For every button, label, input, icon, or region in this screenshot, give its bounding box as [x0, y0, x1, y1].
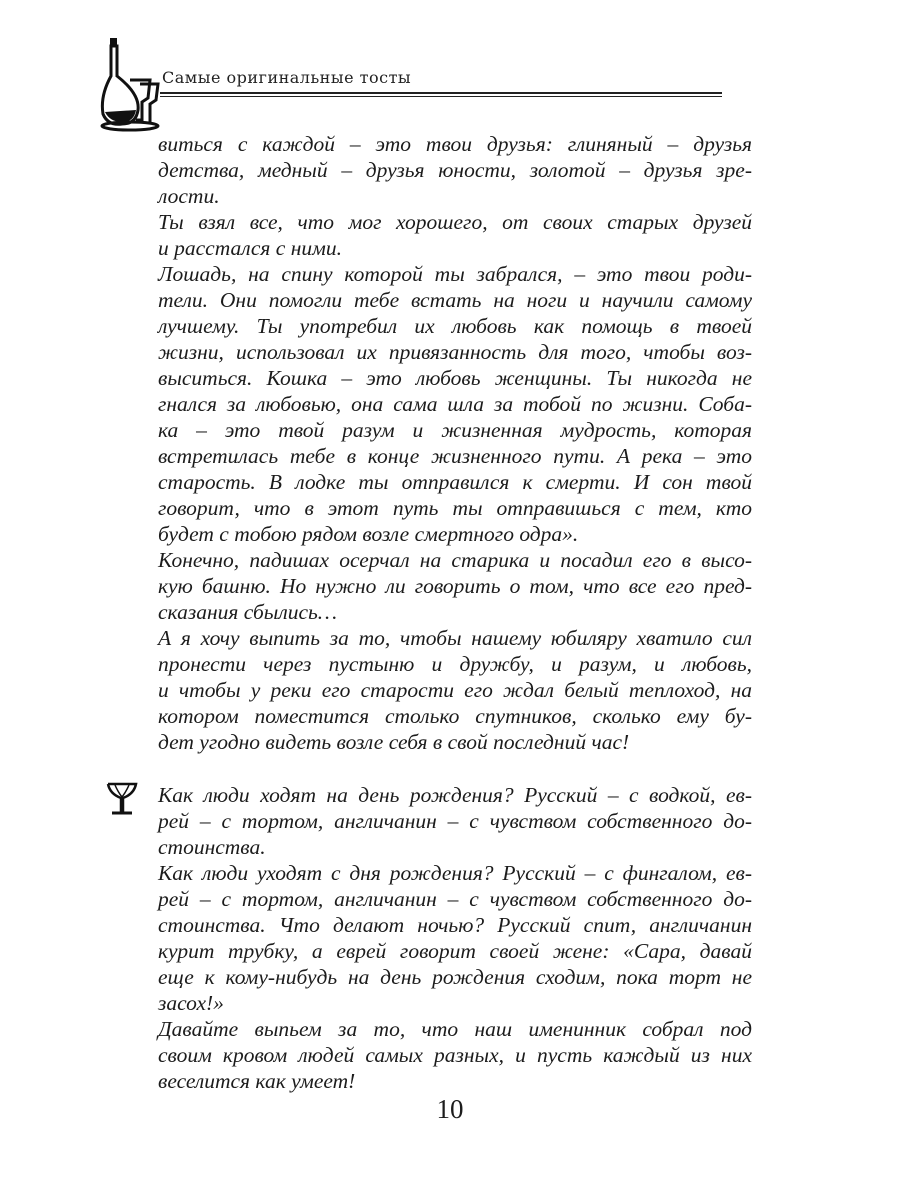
text-line: Как люди ходят на день рождения? Русский – с водкой, ев- — [158, 783, 752, 807]
text-line: лости. — [158, 184, 220, 208]
text-line: сказания сбылись… — [158, 600, 337, 624]
text-line: курит трубку, а еврей говорит своей жене: «Сара, давай — [158, 939, 752, 963]
text-line: и чтобы у реки его старости его ждал белый теплоход, на — [158, 678, 752, 702]
text-line: жизни, использовал их привязанность для того, чтобы воз- — [158, 340, 752, 364]
text-line: Давайте выпьем за то, что наш именинник собрал под — [158, 1017, 752, 1041]
text-line: будет с тобою рядом возле смертного одра». — [158, 522, 579, 546]
text-line: говорит, что в этот путь ты отправишься с тем, кто — [158, 496, 752, 520]
wine-glass-icon — [106, 782, 138, 816]
text-line: дет угодно видеть возле себя в свой последний час! — [158, 730, 630, 754]
text-line: кую башню. Но нужно ли говорить о том, что все его пред- — [158, 574, 752, 598]
text-line: веселится как умеет! — [158, 1069, 356, 1093]
bottle-and-glasses-icon — [100, 36, 170, 132]
text-line: Лошадь, на спину которой ты забрался, – это твои роди- — [158, 262, 752, 286]
text-line: выситься. Кошка – это любовь женщины. Ты никогда не — [158, 366, 752, 390]
section-1-text — [158, 131, 752, 755]
text-line: и расстался с ними. — [158, 236, 342, 260]
text-line: гнался за любовью, она сама шла за тобой по жизни. Соба- — [158, 392, 752, 416]
text-line: встретилась тебе в конце жизненного пути. А река – это — [158, 444, 752, 468]
text-line: А я хочу выпить за то, чтобы нашему юбиляру хватило сил — [158, 626, 752, 650]
page-number: 10 — [436, 1094, 464, 1124]
text-line: тели. Они помогли тебе встать на ноги и научили самому — [158, 288, 752, 312]
text-line: Ты взял все, что мог хорошего, от своих старых друзей — [158, 210, 752, 234]
text-line: Как люди уходят с дня рождения? Русский – с фингалом, ев- — [158, 861, 752, 885]
text-line: лучшему. Ты употребил их любовь как помощь в твоей — [158, 314, 752, 338]
header-double-rule — [160, 92, 722, 97]
running-header-title: Самые оригинальные тосты — [162, 68, 412, 87]
text-line: своим кровом людей самых разных, и пусть каждый из них — [158, 1043, 752, 1067]
text-line: Конечно, падишах осерчал на старика и посадил его в высо- — [158, 548, 752, 572]
text-line: стоинства. — [158, 835, 266, 859]
text-line: стоинства. Что делают ночью? Русский спит, англичанин — [158, 913, 752, 937]
text-line: детства, медный – друзья юности, золотой – друзья зре- — [158, 158, 752, 182]
text-line: виться с каждой – это твои друзья: глиняный – друзья — [158, 132, 752, 156]
text-line: еще к кому-нибудь на день рождения сходим, пока торт не — [158, 965, 752, 989]
text-line: ка – это твой разум и жизненная мудрость, которая — [158, 418, 752, 442]
text-line: старость. В лодке ты отправился к смерти. И сон твой — [158, 470, 752, 494]
text-line: рей – с тортом, англичанин – с чувством собственного до- — [158, 809, 752, 833]
text-line: котором поместится столько спутников, сколько ему бу- — [158, 704, 752, 728]
text-line: засох!» — [158, 991, 224, 1015]
text-line: пронести через пустыню и дружбу, и разум, и любовь, — [158, 652, 752, 676]
text-line: рей – с тортом, англичанин – с чувством собственного до- — [158, 887, 752, 911]
section-2-text — [158, 782, 752, 1094]
